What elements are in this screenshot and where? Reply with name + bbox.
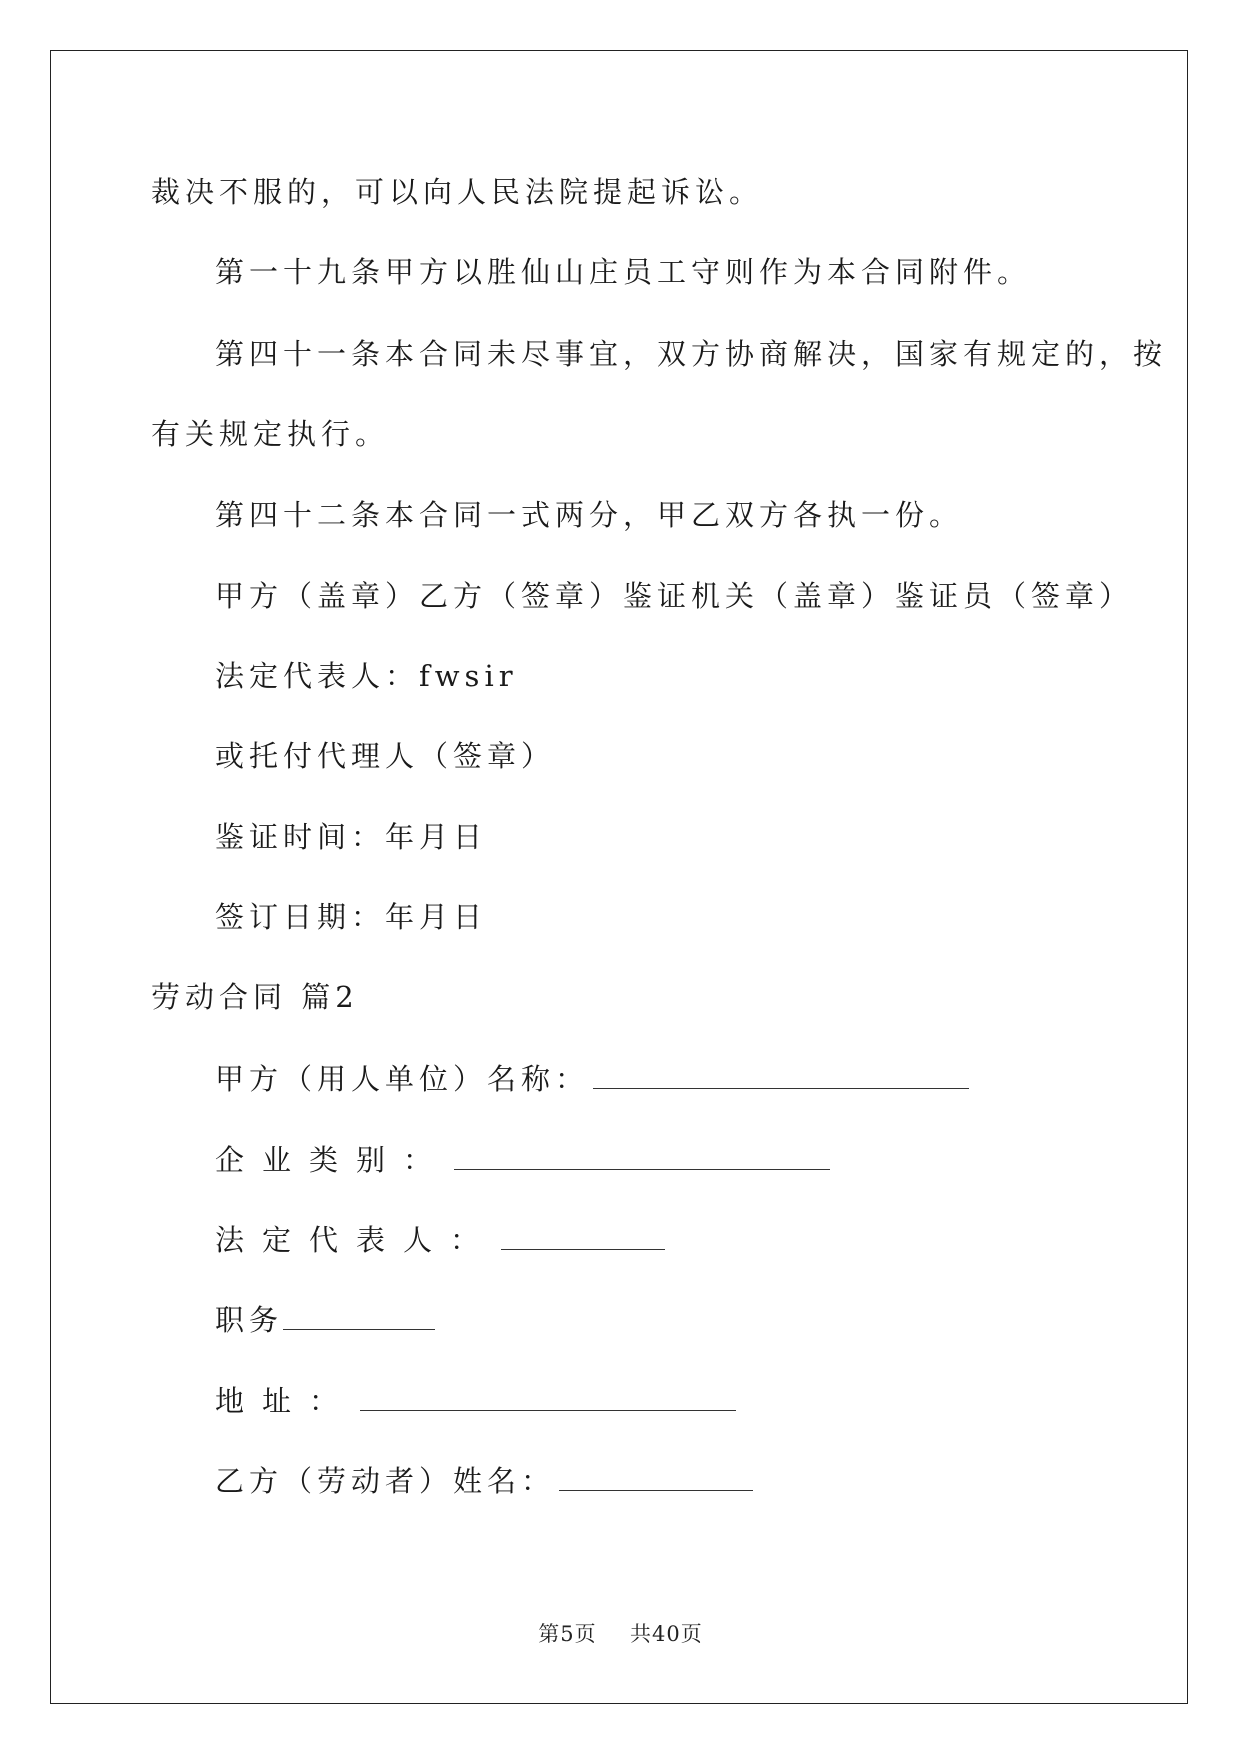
blank-fill-line xyxy=(454,1147,830,1170)
field-label: 乙方（劳动者）姓名： xyxy=(215,1464,556,1498)
page-total: 共40页 xyxy=(630,1622,703,1646)
position-field xyxy=(215,1300,435,1340)
blank-fill-line xyxy=(593,1066,969,1089)
page-footer xyxy=(0,1618,1241,1648)
legal-rep-field xyxy=(215,1220,665,1260)
signature-parties-line: 甲方（盖章）乙方（签章）鉴证机关（盖章）鉴证员（签章） xyxy=(215,579,1134,613)
field-label: 法定代表人： xyxy=(215,1223,498,1257)
paragraph-article-42: 第四十二条本合同一式两分，甲乙双方各执一份。 xyxy=(215,498,964,532)
address-field xyxy=(215,1381,736,1421)
blank-fill-line xyxy=(360,1388,736,1411)
section-heading: 劳动合同 篇2 xyxy=(151,980,359,1014)
verification-date-line: 鉴证时间：年月日 xyxy=(215,820,488,854)
blank-fill-line xyxy=(501,1227,665,1250)
enterprise-type-field xyxy=(215,1140,830,1180)
field-label: 企业类别： xyxy=(215,1143,451,1177)
blank-fill-line xyxy=(559,1468,753,1491)
field-label: 职务 xyxy=(215,1303,284,1337)
employee-name-field xyxy=(215,1461,753,1501)
field-label: 地址： xyxy=(215,1384,357,1418)
authorized-agent-line: 或托付代理人（签章） xyxy=(215,739,556,773)
blank-fill-line xyxy=(283,1307,435,1330)
employer-name-field xyxy=(215,1059,969,1099)
page-number: 第5页 xyxy=(538,1622,597,1646)
page-border xyxy=(50,50,1188,1704)
paragraph-line: 裁决不服的，可以向人民法院提起诉讼。 xyxy=(151,175,764,209)
paragraph-article-19: 第一十九条甲方以胜仙山庄员工守则作为本合同附件。 xyxy=(215,255,1032,289)
legal-representative-line: 法定代表人：fwsir xyxy=(215,659,518,693)
field-label: 甲方（用人单位）名称： xyxy=(215,1062,590,1096)
paragraph-article-41: 第四十一条本合同未尽事宜，双方协商解决，国家有规定的，按 xyxy=(215,337,1168,371)
paragraph-line: 有关规定执行。 xyxy=(151,417,390,451)
signing-date-line: 签订日期：年月日 xyxy=(215,900,488,934)
